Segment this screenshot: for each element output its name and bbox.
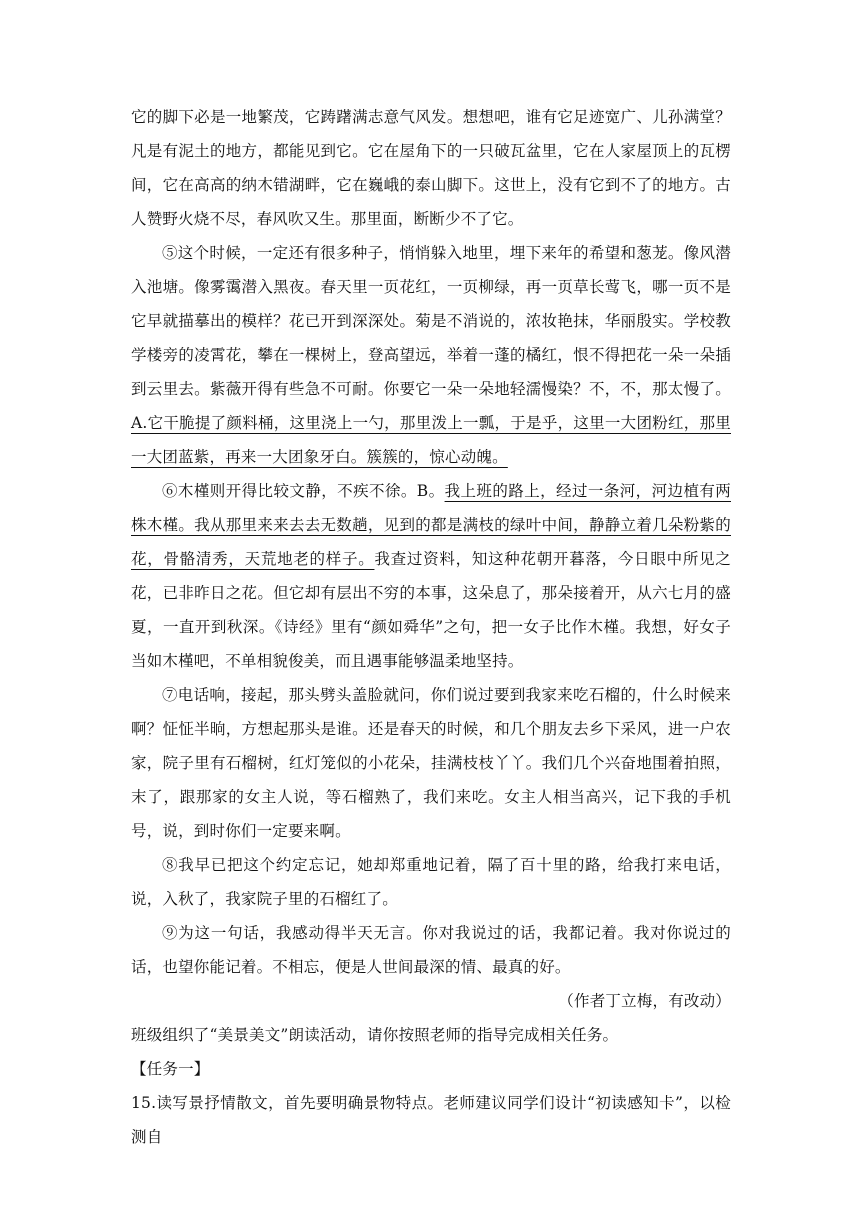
activity-intro bbox=[131, 1018, 731, 1052]
paragraph-text: ⑦电话响，接起，那头劈头盖脸就问，你们说过要到我家来吃石榴的，什么时候来啊？怔怔半晌，方想起那头是谁。还是春天的时候，和几个朋友去乡下采风，进一户农家，院子里有石榴树，红灯笼似的小花朵，挂满枝枝丫丫。我们几个兴奋地围着拍照，末了，跟那家的女主人说，等石榴熟了，我们来吃。女主人相当高兴，记下我的手机号，说，到时你们一定要来啊。 bbox=[131, 686, 731, 840]
paragraph-continued bbox=[131, 100, 731, 236]
activity-text: 班级组织了“美景美文”朗读活动，请你按照老师的指导完成相关任务。 bbox=[131, 1026, 619, 1044]
question-15 bbox=[131, 1086, 731, 1154]
paragraph-text: 它的脚下必是一地繁茂，它踌躇满志意气风发。想想吧，谁有它足迹宽广、儿孙满堂？凡是有泥土的地方，都能见到它。它在屋角下的一只破瓦盆里，它在人家屋顶上的瓦楞间，它在高高的纳木错湖畔，它在巍峨的泰山脚下。这世上，没有它到不了的地方。古人赞野火烧不尽，春风吹又生。那里面，断断少不了它。 bbox=[131, 108, 731, 228]
paragraph-text: ⑧我早已把这个约定忘记，她却郑重地记着，隔了百十里的路，给我打来电话，说，入秋了，我家院子里的石榴红了。 bbox=[131, 856, 731, 908]
author-text: （作者丁立梅，有改动） bbox=[558, 992, 731, 1010]
paragraph-7 bbox=[131, 678, 731, 848]
paragraph-6 bbox=[131, 474, 731, 678]
task-text: 【任务一】 bbox=[131, 1060, 210, 1078]
underlined-sentence-a: A.它干脆提了颜料桶，这里浇上一勺，那里泼上一瓢，于是乎，这里一大团粉红，那里一大团蓝紫，再来一大团象牙白。簇簇的，惊心动魄。 bbox=[131, 414, 731, 466]
question-text: 15.读写景抒情散文，首先要明确景物特点。老师建议同学们设计“初读感知卡”，以检测自 bbox=[131, 1094, 731, 1146]
paragraph-5 bbox=[131, 236, 731, 474]
paragraph-text: ⑤这个时候，一定还有很多种子，悄悄躲入地里，埋下来年的希望和葱茏。像风潜入池塘。像雾霭潜入黑夜。春天里一页花红，一页柳绿，再一页草长莺飞，哪一页不是它早就描摹出的模样？花已开到深深处。菊是不消说的，浓妆艳抹，华丽殷实。学校教学楼旁的凌霄花，攀在一棵树上，登高望远，举着一蓬的橘红，恨不得把花一朵一朵插到云里去。紫薇开得有些急不可耐。你要它一朵一朵地轻濡慢染？不，不，那太慢了。 bbox=[131, 244, 731, 398]
paragraph-text: 我查过资料，知这种花朝开暮落，今日眼中所见之花，已非昨日之花。但它却有层出不穷的本事，这朵息了，那朵接着开，从六七月的盛夏，一直开到秋深。《诗经》里有“颜如舜华”之句，把一女子比作木槿。我想，好女子当如木槿吧，不单相貌俊美，而且遇事能够温柔地坚持。 bbox=[131, 550, 731, 670]
task-heading bbox=[131, 1052, 731, 1086]
underlined-sentence-b: 我上班的路上，经过一条河，河边植有两株木槿。我从那里来来去去无数趟，见到的都是满枝的绿叶中间，静静立着几朵粉紫的花，骨骼清秀，天荒地老的样子。 bbox=[131, 482, 731, 568]
paragraph-8 bbox=[131, 848, 731, 916]
author-note bbox=[131, 984, 731, 1018]
paragraph-9 bbox=[131, 916, 731, 984]
paragraph-text: ⑥木槿则开得比较文静，不疾不徐。B。 bbox=[162, 482, 445, 500]
paragraph-text: ⑨为这一句话，我感动得半天无言。你对我说过的话，我都记着。我对你说过的话，也望你能记着。不相忘，便是人世间最深的情、最真的好。 bbox=[131, 924, 731, 976]
